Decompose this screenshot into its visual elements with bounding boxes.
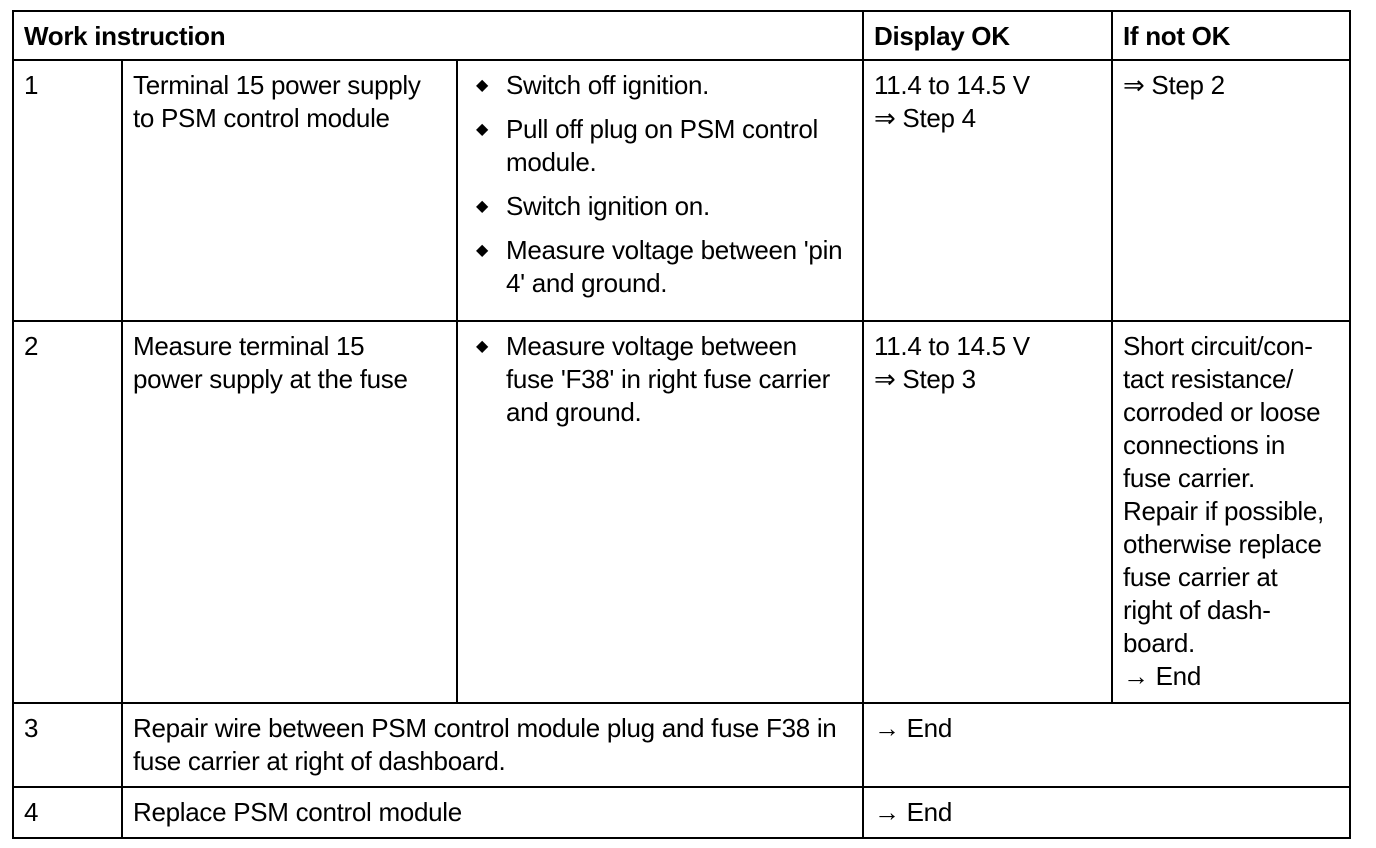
step-number: 4 <box>13 787 122 838</box>
step-title-line: power supply at the fuse <box>133 364 408 394</box>
action-text: Measure voltage between 'pin <box>506 235 843 265</box>
action-text: Switch off ignition. <box>506 70 710 100</box>
action-text: Switch ignition on. <box>506 191 710 221</box>
diamond-bullet-icon: ◆ <box>476 242 489 259</box>
if-not-ok-text: corroded or loose <box>1123 397 1321 427</box>
action-item <box>468 234 852 300</box>
step-actions <box>457 60 863 321</box>
result-cell: → End <box>863 787 1350 838</box>
action-text: Pull off plug on PSM control <box>506 114 818 144</box>
action-text: 4' and ground. <box>506 268 668 298</box>
display-ok-text: ⇒ Step 4 <box>874 103 976 133</box>
step-instruction <box>122 703 863 787</box>
step-actions <box>457 321 863 703</box>
step-number: 2 <box>13 321 122 703</box>
display-ok-text: 11.4 to 14.5 V <box>874 331 1030 361</box>
display-ok-text: ⇒ Step 3 <box>874 364 976 394</box>
if-not-ok-cell <box>1112 60 1350 321</box>
instruction-text: Repair wire between PSM control module plug and fuse F38 in <box>133 713 837 743</box>
step-title-line: Terminal 15 power supply <box>133 70 421 100</box>
table-row-step-1 <box>13 60 1350 321</box>
if-not-ok-text: Repair if possible, <box>1123 496 1324 526</box>
header-row <box>13 11 1350 60</box>
instruction-text: fuse carrier at right of dashboard. <box>133 746 506 776</box>
if-not-ok-text: otherwise replace <box>1123 529 1322 559</box>
action-text: and ground. <box>506 397 642 427</box>
work-instruction-table <box>12 10 1351 839</box>
action-item <box>468 190 852 223</box>
if-not-ok-text: fuse carrier at <box>1123 562 1278 592</box>
if-not-ok-text: board. <box>1123 628 1195 658</box>
step-title <box>122 60 457 321</box>
action-item <box>468 113 852 179</box>
diamond-bullet-icon: ◆ <box>476 77 489 94</box>
action-list <box>468 330 852 429</box>
if-not-ok-text: connections in <box>1123 430 1286 460</box>
step-instruction <box>122 787 863 838</box>
display-ok-text: 11.4 to 14.5 V <box>874 70 1030 100</box>
action-text: Measure voltage between <box>506 331 797 361</box>
display-ok-cell <box>863 60 1112 321</box>
diamond-bullet-icon: ◆ <box>476 198 489 215</box>
if-not-ok-text: ⇒ Step 2 <box>1123 70 1225 100</box>
table-row-step-4 <box>13 787 1350 838</box>
table-row-step-2 <box>13 321 1350 703</box>
step-number: 3 <box>13 703 122 787</box>
if-not-ok-text: Short circuit/con- <box>1123 331 1313 361</box>
if-not-ok-cell <box>1112 321 1350 703</box>
diamond-bullet-icon: ◆ <box>476 338 489 355</box>
if-not-ok-text: tact resistance/ <box>1123 364 1294 394</box>
result-cell: → End <box>863 703 1350 787</box>
action-text: module. <box>506 147 597 177</box>
if-not-ok-header: If not OK <box>1112 11 1350 60</box>
action-item <box>468 69 852 102</box>
work-instruction-header: Work instruction <box>13 11 863 60</box>
display-ok-cell <box>863 321 1112 703</box>
step-title-line: to PSM control module <box>133 103 390 133</box>
if-not-ok-text: fuse carrier. <box>1123 463 1255 493</box>
action-text: fuse 'F38' in right fuse carrier <box>506 364 831 394</box>
diamond-bullet-icon: ◆ <box>476 121 489 138</box>
step-title-line: Measure terminal 15 <box>133 331 365 361</box>
display-ok-header: Display OK <box>863 11 1112 60</box>
if-not-ok-text: right of dash- <box>1123 595 1271 625</box>
table-row-step-3 <box>13 703 1350 787</box>
action-list <box>468 69 852 300</box>
if-not-ok-text: → End <box>1123 661 1201 691</box>
action-item <box>468 330 852 429</box>
step-number: 1 <box>13 60 122 321</box>
instruction-text: Replace PSM control module <box>133 797 462 827</box>
step-title <box>122 321 457 703</box>
